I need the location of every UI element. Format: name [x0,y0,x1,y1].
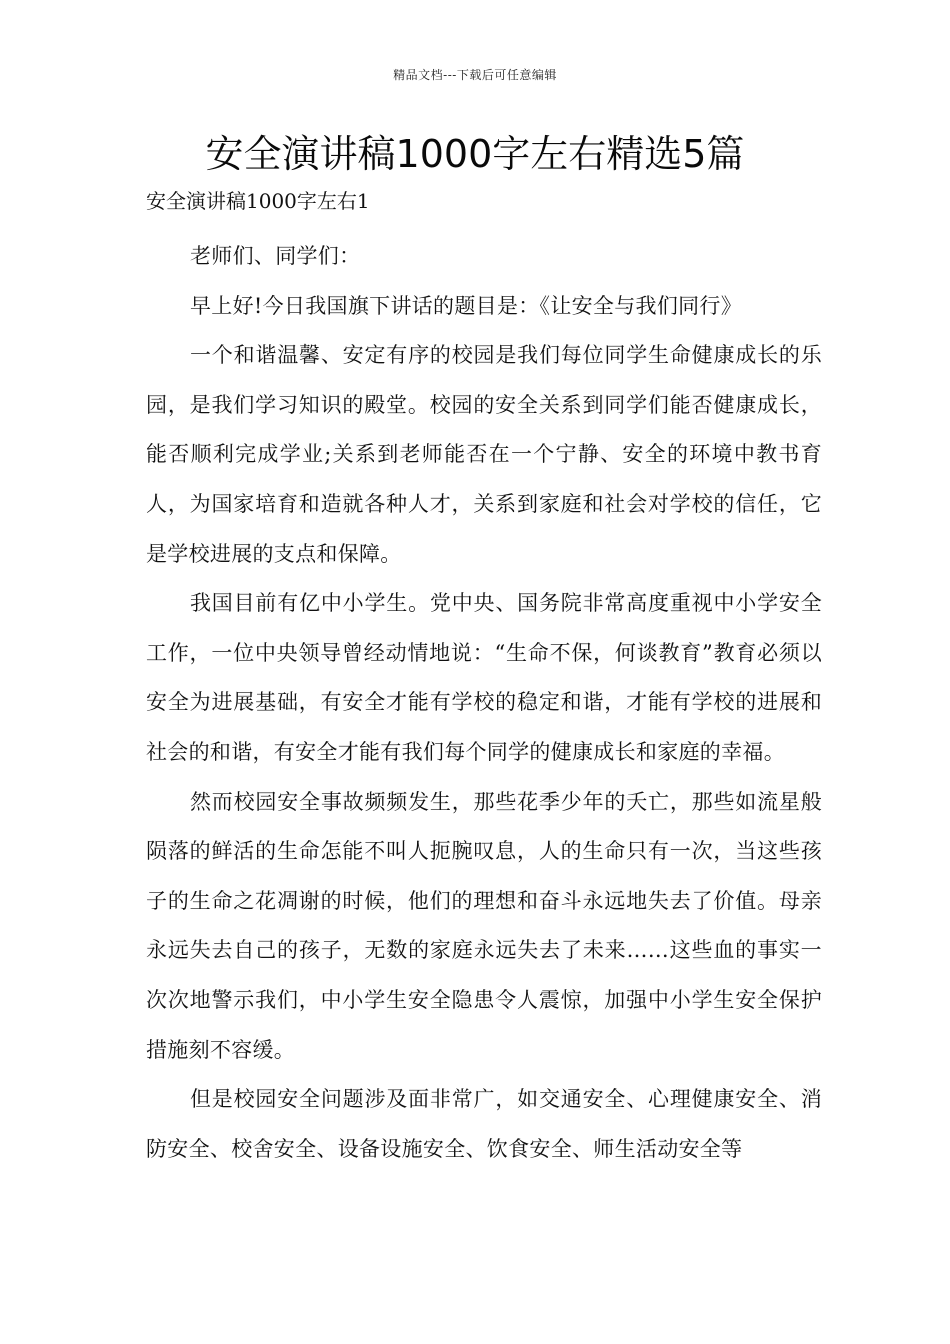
paragraph-accidents: 然而校园安全事故频频发生，那些花季少年的夭亡，那些如流星般陨落的鲜活的生命怎能不叫人扼腕叹息，人的生命只有一次，当这些孩子的生命之花凋谢的时候，他们的理想和奋斗永远地失去了价值。母亲永远失去自己的孩子，无数的家庭永远失去了未来……这些血的事实一次次地警示我们，中小学生安全隐患令人震惊，加强中小学生安全保护措施刻不容缓。 [146,789,822,1062]
paragraph-opening: 早上好!今日我国旗下讲话的题目是：《让安全与我们同行》 [190,293,743,318]
paragraph-campus: 一个和谐温馨、安定有序的校园是我们每位同学生命健康成长的乐园，是我们学习知识的殿堂。校园的安全关系到同学们能否健康成长，能否顺利完成学业;关系到老师能否在一个宁静、安全的环境中教书育人，为国家培育和造就各种人才，关系到家庭和社会对学校的信任，它是学校进展的支点和保障。 [146,343,822,566]
section-title: 安全演讲稿1000字左右1 [146,189,370,213]
paragraph-greeting: 老师们、同学们： [190,244,361,268]
header-note: 精品文档---下载后可任意编辑 [393,68,557,82]
paragraph-national: 我国目前有亿中小学生。党中央、国务院非常高度重视中小学安全工作，一位中央领导曾经动情地说：“生命不保，何谈教育”教育必须以安全为进展基础，有安全才能有学校的稳定和谐，才能有学校的进展和社会的和谐，有安全才能有我们每个同学的健康成长和家庭的幸福。 [146,591,822,764]
document-title: 安全演讲稿1000字左右精选5篇 [205,132,745,176]
paragraph-scope: 但是校园安全问题涉及面非常广，如交通安全、心理健康安全、消防安全、校舍安全、设备设施安全、饮食安全、师生活动安全等 [146,1087,822,1161]
body-text [146,232,822,1174]
